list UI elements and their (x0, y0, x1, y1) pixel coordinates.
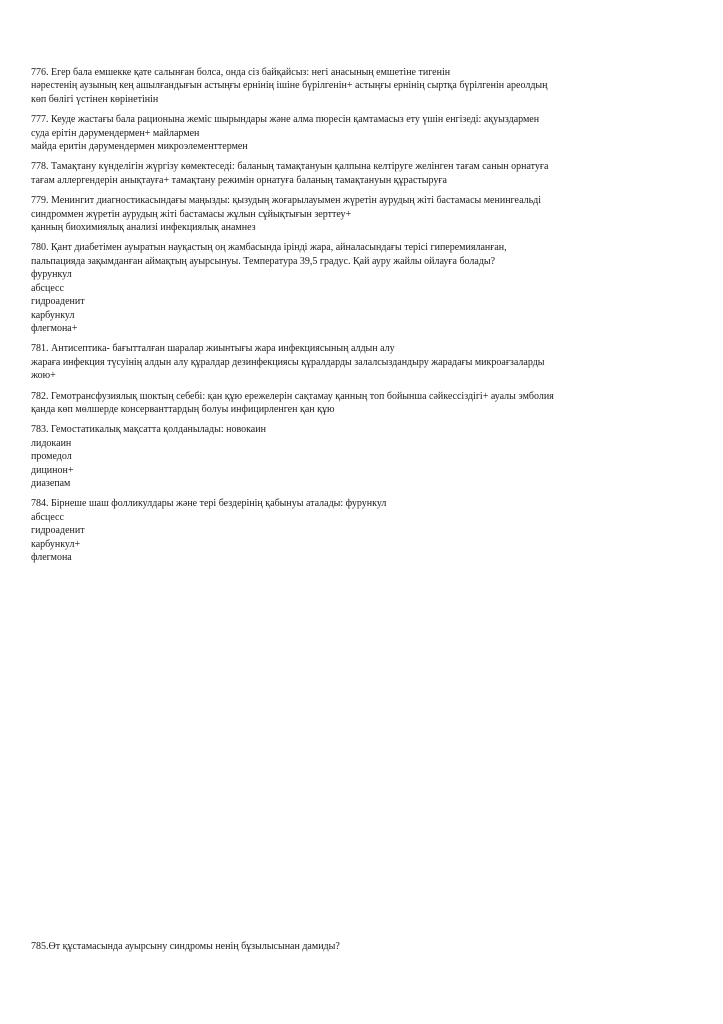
question-782 (31, 390, 691, 417)
question-line: 780. Қант диабетімен ауыратын науқастың оң жамбасында ірінді жара, айналасындағы терісі гиперемияланған, (31, 242, 507, 254)
document-body (31, 66, 691, 571)
question-line: тағам аллергендерін анықтауға+ тамақтану режимін орнатуға баланың тамақтануын құрастыруға (31, 174, 447, 186)
question-778 (31, 160, 691, 187)
question-779 (31, 194, 691, 234)
question-line: жараға инфекция түсуінің алдын алу құралдар дезинфекциясы құралдарды залалсыздандыру жарадағы микроағзаларды (31, 356, 545, 368)
question-781 (31, 342, 691, 382)
question-line: суда ерітін дәрумендермен+ майлармен (31, 127, 200, 139)
question-783 (31, 423, 691, 490)
question-784 (31, 497, 691, 564)
answer-option: карбункул+ (31, 538, 81, 550)
question-line: пальпацияда зақымданған аймақтың ауырсынуы. Температура 39,5 градус. Қай ауру жайлы ойлауға болады? (31, 255, 496, 267)
question-line: 782. Гемотрансфузиялық шоктың себебі: қан құю ережелерін сақтамау қанның топ бойынша сәйкессіздігі+ ауалы эмболия (31, 390, 554, 402)
question-776 (31, 66, 691, 106)
question-780 (31, 241, 691, 335)
question-line: қанның биохимиялық анализі инфекциялық анамнез (31, 222, 256, 234)
answer-option: гидроаденит (31, 525, 85, 537)
answer-option: карбункул (31, 309, 75, 321)
answer-option: абсцесс (31, 511, 64, 523)
answer-option: флегмона+ (31, 322, 78, 334)
answer-option: лидокаин (31, 437, 72, 449)
answer-option: флегмона (31, 552, 72, 563)
question-line: жою+ (31, 370, 56, 382)
answer-option: промедол (31, 451, 72, 463)
question-line: 783. Гемостатикалық мақсатта қолданылады: новокаин (31, 424, 266, 436)
question-785 (31, 940, 691, 953)
answer-option: дицинон+ (31, 464, 74, 476)
question-line: 781. Антисептика- бағытталған шаралар жиынтығы жара инфекциясының алдын алу (31, 343, 395, 355)
question-777 (31, 113, 691, 153)
answer-option: фурункул (31, 269, 72, 281)
question-line: 785.Өт құстамасында ауырсыну синдромы ненің бұзылысынан дамиды? (31, 941, 340, 952)
question-line: синдроммен жүретін аурудың жіті бастамасы жұлын сұйықтығын зерттеу+ (31, 208, 352, 220)
answer-option: абсцесс (31, 282, 64, 294)
question-line: 784. Бірнеше шаш фолликулдары және тері бездерінің қабынуы аталады: фурункул (31, 498, 387, 510)
question-line: нәрестенің аузының кең ашылғандығын астыңғы ернінің ішіне бүрілгенін+ астыңғы ернінің сыртқа бүрілгенін ареолдың (31, 80, 548, 92)
answer-option: диазепам (31, 477, 71, 489)
question-line: 778. Тамақтану күнделігін жүргізу көмектеседі: баланың тамақтануын қалпына келтіруге желінген тағам санын орнатуға (31, 161, 549, 173)
answer-option: гидроаденит (31, 296, 85, 308)
question-line: майда еритін дәрумендермен микроэлементтермен (31, 141, 248, 153)
question-line: 779. Менингит диагностикасындағы маңызды: қызудың жоғарылауымен жүретін аурудың жіті бастамасы менингеальді (31, 195, 542, 207)
question-line: 777. Кеуде жастағы бала рационына жеміс шырындары және алма пюресін қамтамасыз ету үшін енгізеді: ақуыздармен (31, 114, 540, 126)
question-line: 776. Егер бала емшекке қате салынған болса, онда сіз байқайсыз: негі анасының емшетіне тигенін (31, 67, 451, 78)
question-line: көп бөлігі үстінен көрінетінін (31, 93, 159, 105)
question-line: қанда көп мөлшерде консерванттардың болуы инфицирленген қан құю (31, 403, 335, 415)
